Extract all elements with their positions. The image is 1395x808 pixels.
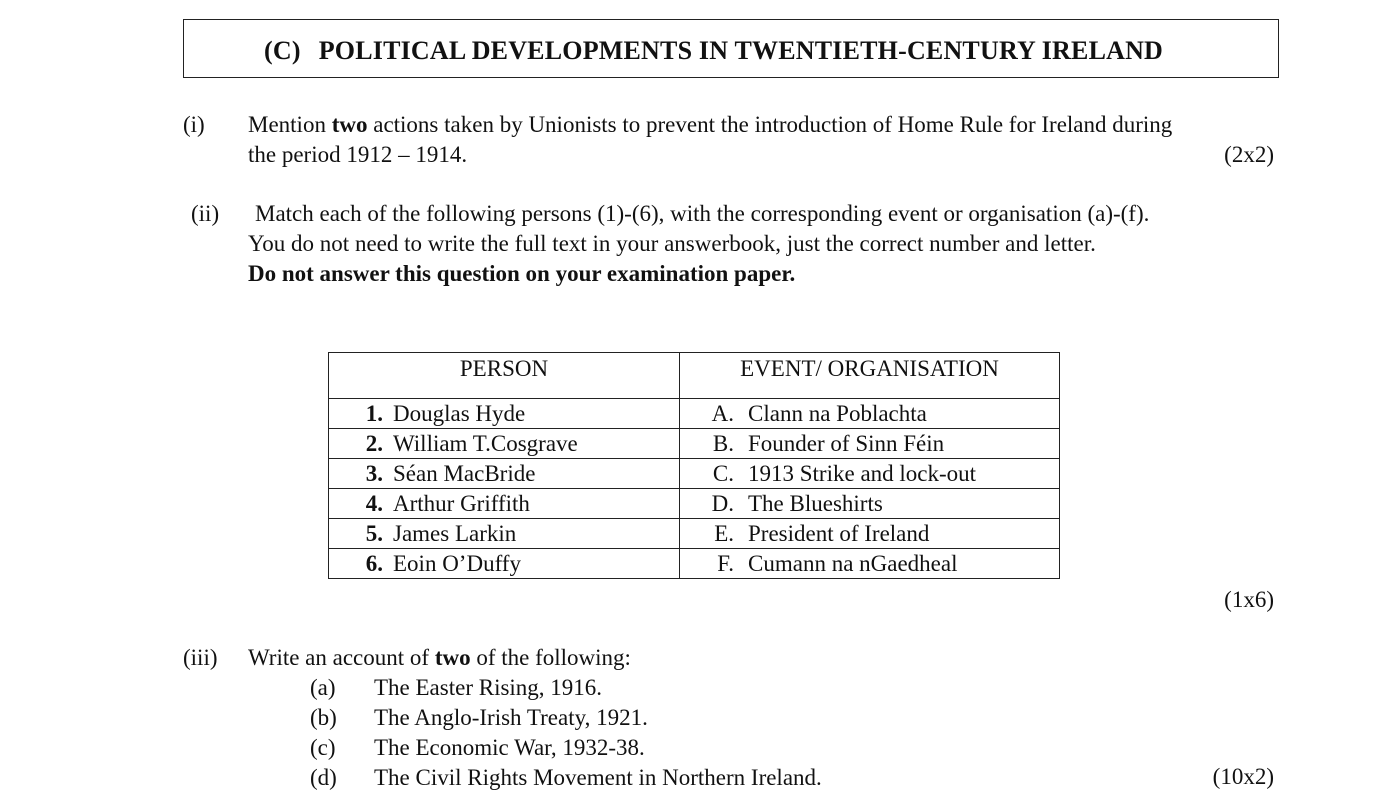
question-2-marks: (1x6) bbox=[1224, 587, 1274, 612]
event-letter: B. bbox=[712, 430, 734, 456]
event-cell bbox=[680, 549, 1060, 579]
event-cell bbox=[680, 429, 1060, 459]
person-number: 6. bbox=[365, 550, 383, 576]
question-1-line-2: the period 1912 – 1914. bbox=[248, 142, 468, 167]
event-name: The Blueshirts bbox=[748, 490, 883, 516]
person-number: 1. bbox=[365, 400, 383, 426]
matching-table-body bbox=[329, 399, 1060, 579]
question-1-number: (i) bbox=[183, 112, 205, 137]
person-name: Douglas Hyde bbox=[393, 400, 526, 426]
sub-item-text: The Easter Rising, 1916. bbox=[374, 675, 603, 700]
matching-table-header bbox=[329, 353, 1060, 399]
person-number: 2. bbox=[365, 430, 383, 456]
person-name: James Larkin bbox=[393, 520, 517, 546]
question-3-marks: (10x2) bbox=[1212, 764, 1274, 789]
person-number: 5. bbox=[365, 520, 383, 546]
event-cell bbox=[680, 489, 1060, 519]
header-person: PERSON bbox=[329, 353, 680, 399]
section-label: (C) bbox=[264, 36, 301, 65]
sub-item-text: The Civil Rights Movement in Northern Ireland. bbox=[374, 765, 822, 790]
person-cell bbox=[329, 549, 680, 579]
question-3-bold: two bbox=[434, 645, 471, 670]
question-1-text-after: actions taken by Unionists to prevent the introduction of Home Rule for Ireland during bbox=[367, 112, 1173, 137]
sub-item-text: The Economic War, 1932-38. bbox=[374, 735, 645, 760]
table-row bbox=[329, 549, 1060, 579]
event-letter: A. bbox=[711, 400, 734, 426]
section-title-text: POLITICAL DEVELOPMENTS IN TWENTIETH-CENTURY IRELAND bbox=[318, 36, 1164, 65]
person-cell bbox=[329, 399, 680, 429]
person-cell bbox=[329, 459, 680, 489]
person-name: Eoin O’Duffy bbox=[393, 550, 521, 576]
question-1-bold: two bbox=[331, 112, 368, 137]
person-name: Arthur Griffith bbox=[393, 490, 530, 516]
event-cell bbox=[680, 459, 1060, 489]
question-2-line-2: You do not need to write the full text in your answerbook, just the correct number and letter. bbox=[248, 231, 1096, 256]
section-title bbox=[264, 34, 1163, 68]
sub-item-letter: (b) bbox=[310, 705, 337, 730]
event-name: 1913 Strike and lock-out bbox=[748, 460, 977, 486]
sub-item-letter: (c) bbox=[310, 735, 336, 760]
matching-table bbox=[328, 352, 1060, 579]
table-row bbox=[329, 489, 1060, 519]
person-cell bbox=[329, 429, 680, 459]
table-row bbox=[329, 399, 1060, 429]
sub-item-letter: (a) bbox=[310, 675, 336, 700]
question-3-number: (iii) bbox=[183, 645, 218, 670]
event-letter: E. bbox=[714, 520, 734, 546]
question-2-line-3: Do not answer this question on your examination paper. bbox=[248, 261, 796, 286]
event-cell bbox=[680, 519, 1060, 549]
event-name: President of Ireland bbox=[748, 520, 930, 546]
question-3-line-1 bbox=[248, 643, 631, 673]
question-3-text-before: Write an account of bbox=[248, 645, 435, 670]
question-3-text-after: of the following: bbox=[470, 645, 631, 670]
table-row bbox=[329, 429, 1060, 459]
sub-item-letter: (d) bbox=[310, 765, 337, 790]
event-letter: F. bbox=[717, 550, 734, 576]
person-name: William T.Cosgrave bbox=[393, 430, 578, 456]
event-letter: C. bbox=[712, 460, 734, 486]
question-1-text-before: Mention bbox=[248, 112, 332, 137]
sub-item-text: The Anglo-Irish Treaty, 1921. bbox=[374, 705, 648, 730]
person-name: Séan MacBride bbox=[393, 460, 536, 486]
question-1-marks: (2x2) bbox=[1224, 142, 1274, 167]
question-2-number: (ii) bbox=[191, 201, 220, 226]
table-row bbox=[329, 519, 1060, 549]
person-cell bbox=[329, 489, 680, 519]
event-letter: D. bbox=[711, 490, 734, 516]
event-name: Clann na Poblachta bbox=[748, 400, 927, 426]
event-cell bbox=[680, 399, 1060, 429]
person-number: 4. bbox=[365, 490, 383, 516]
question-1-line-1 bbox=[248, 110, 1172, 140]
person-cell bbox=[329, 519, 680, 549]
table-row bbox=[329, 459, 1060, 489]
person-number: 3. bbox=[365, 460, 383, 486]
event-name: Founder of Sinn Féin bbox=[748, 430, 945, 456]
header-event: EVENT/ ORGANISATION bbox=[680, 353, 1060, 399]
question-2-line-1: Match each of the following persons (1)-(6), with the corresponding event or organisation (a)-(f). bbox=[255, 201, 1150, 226]
event-name: Cumann na nGaedheal bbox=[748, 550, 958, 576]
